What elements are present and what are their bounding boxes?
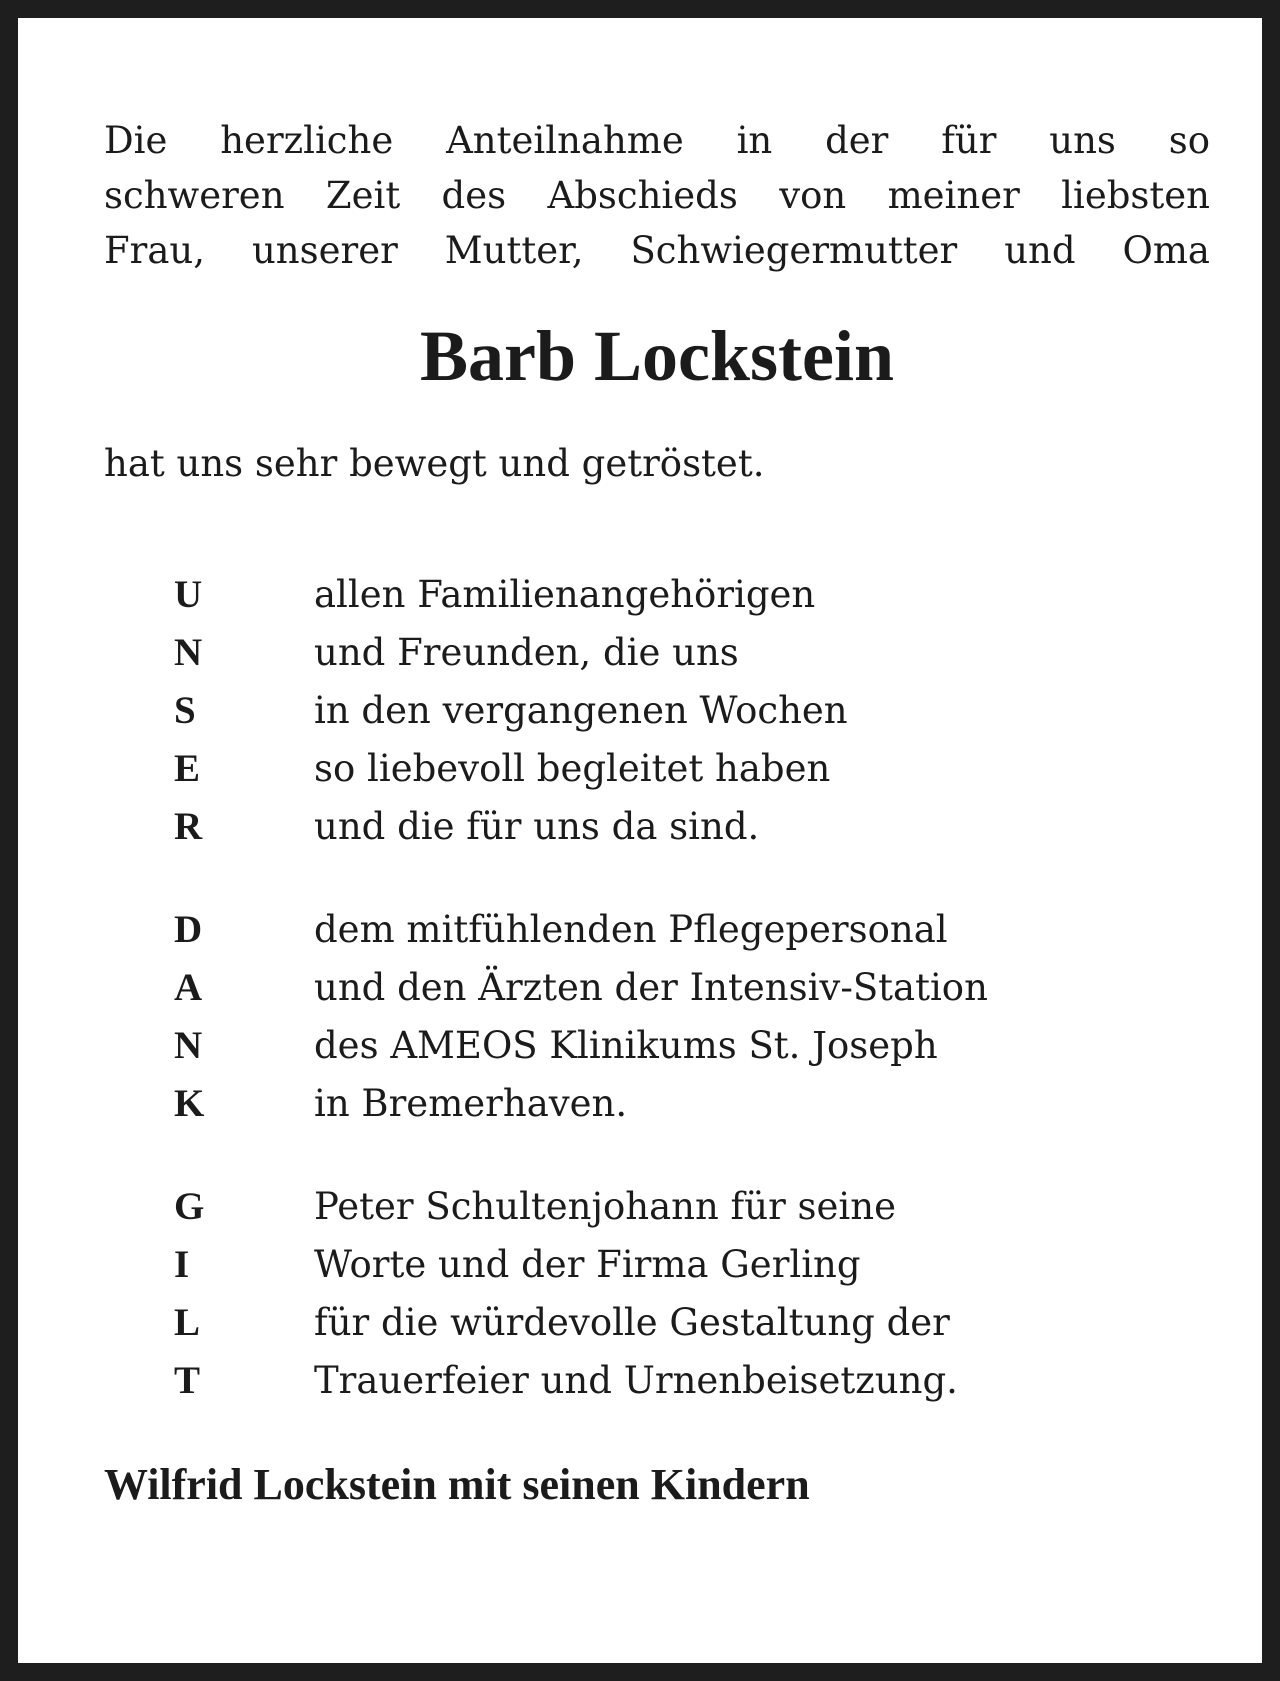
acrostic-row [104,1017,1210,1075]
acrostic-text: allen Familienangehörigen [314,573,816,616]
acrostic-letter: E [174,747,201,790]
intro-line: schweren Zeit des Abschieds von meiner liebsten [104,174,1210,217]
signature: Wilfrid Lockstein mit seinen Kindern [104,1460,810,1509]
after-text: hat uns sehr bewegt und getröstet. [104,442,765,485]
acrostic-row [104,1236,1210,1294]
acrostic-group-unser [104,566,1210,856]
acrostic-row [104,1352,1210,1410]
acrostic-text: Peter Schultenjohann für seine [314,1185,896,1228]
intro-line: Die herzliche Anteilnahme in der für uns so [104,119,1210,162]
acrostic-text: und Freunden, die uns [314,631,739,674]
acrostic-text: und den Ärzten der Intensiv-Station [314,966,988,1009]
intro-line: Frau, unserer Mutter, Schwiegermutter und Oma [104,229,1210,272]
acrostic-text: Trauerfeier und Urnenbeisetzung. [314,1359,958,1402]
notice-content [104,113,1210,1515]
acrostic-letter: L [174,1301,201,1344]
acrostic-row [104,682,1210,740]
acrostic-letter: I [174,1243,190,1286]
acrostic-text: in Bremerhaven. [314,1082,628,1125]
acrostic-text: in den vergangenen Wochen [314,689,848,732]
acrostic-letter: T [174,1359,201,1402]
acrostic-text: dem mitfühlenden Pflegepersonal [314,908,948,951]
acrostic-letter: R [174,805,203,848]
acrostic-text: des AMEOS Klinikums St. Joseph [314,1024,938,1067]
acrostic-text: für die würdevolle Gestaltung der [314,1301,950,1344]
acrostic-letter: U [174,573,203,616]
acrostic-letter: K [174,1082,205,1125]
acrostic-row [104,1178,1210,1236]
acrostic-row [104,798,1210,856]
acrostic-row [104,566,1210,624]
acrostic-row [104,1075,1210,1133]
acrostic-group-gilt [104,1178,1210,1410]
acrostic-row [104,901,1210,959]
acrostic-group-dank [104,901,1210,1133]
acrostic-row [104,624,1210,682]
acrostic-letter: A [174,966,203,1009]
acrostic-row [104,1294,1210,1352]
acrostic-row [104,740,1210,798]
acrostic-text: Worte und der Firma Gerling [314,1243,861,1286]
acrostic-row [104,959,1210,1017]
acrostic-letter: D [174,908,203,951]
deceased-name: Barb Lockstein [419,316,895,396]
acrostic-text: so liebevoll begleitet haben [314,747,831,790]
intro-paragraph [104,113,1210,278]
acrostic-letter: S [174,689,196,732]
acrostic-letter: N [174,631,203,674]
acrostic-letter: G [174,1185,205,1228]
acrostic-letter: N [174,1024,203,1067]
acrostic-text: und die für uns da sind. [314,805,760,848]
acrostic-thanks [104,566,1210,1410]
